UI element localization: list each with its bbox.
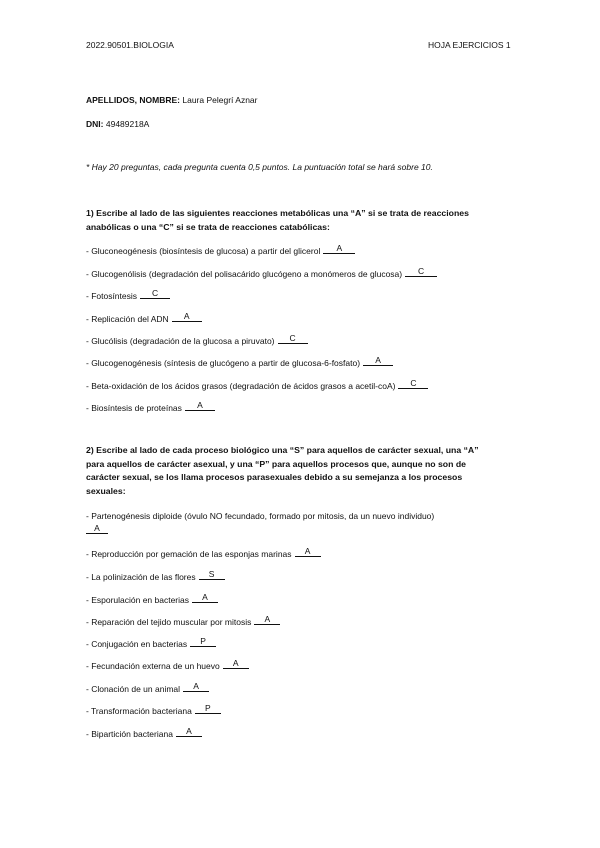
q2-item-1-answer: A <box>94 523 100 533</box>
q1-item-7-text: - Beta-oxidación de los ácidos grasos (degradación de ácidos grasos a acetil-coA) <box>86 381 396 391</box>
q2-item-8-answer-field[interactable] <box>183 682 209 692</box>
question-1-line-2: anabólicas o una “C” si se trata de reacciones catabólicas: <box>86 221 330 232</box>
q2-item-2-text: - Reproducción por gemación de las esponjas marinas <box>86 549 292 559</box>
q1-item-5-text: - Glucólisis (degradación de la glucosa a piruvato) <box>86 336 275 346</box>
q2-item-8-text: - Clonación de un animal <box>86 684 181 694</box>
q2-item-9-answer-field[interactable] <box>195 704 221 714</box>
q2-item-2-answer: A <box>304 546 311 556</box>
q1-item-8-answer: A <box>197 400 203 410</box>
q2-item-3-text: - La polinización de las flores <box>86 572 196 582</box>
header-course-code: 2022.90501.BIOLOGIA <box>86 40 174 50</box>
q1-item-2-answer-field[interactable] <box>405 267 437 277</box>
q2-item-9 <box>86 704 221 716</box>
q2-item-6-answer-field[interactable] <box>190 637 216 647</box>
q2-item-1-answer-field[interactable] <box>86 524 108 534</box>
q2-item-5 <box>86 615 280 627</box>
q2-item-4-answer-field[interactable] <box>192 593 218 603</box>
student-name-row <box>86 95 258 105</box>
q2-item-8 <box>86 682 209 694</box>
q2-item-10-text: - Bipartición bacteriana <box>86 729 173 739</box>
q2-item-6-text: - Conjugación en bacterias <box>86 639 188 649</box>
q1-item-3-text: - Fotosíntesis <box>86 291 138 301</box>
q2-item-3-answer: S <box>208 569 215 579</box>
q1-item-6 <box>86 356 393 368</box>
q2-item-1 <box>86 511 434 536</box>
q1-item-4-text: - Replicación del ADN <box>86 314 169 324</box>
q2-item-5-answer: A <box>264 614 271 624</box>
q2-item-10 <box>86 727 202 739</box>
question-2-line-4: sexuales: <box>86 485 126 496</box>
q2-item-6-answer: P <box>200 636 206 646</box>
question-1-number: 1) <box>86 208 94 218</box>
grading-note: * Hay 20 preguntas, cada pregunta cuenta 0,5 puntos. La puntuación total se hará sobre 10. <box>86 162 433 172</box>
q1-item-6-answer-field[interactable] <box>363 356 393 366</box>
q1-item-2-answer: C <box>418 266 425 276</box>
q1-item-7-answer: C <box>410 378 417 388</box>
q1-item-8-answer-field[interactable] <box>185 401 215 411</box>
q2-item-3 <box>86 570 225 582</box>
q2-item-7-text: - Fecundación externa de un huevo <box>86 661 220 671</box>
q2-item-9-text: - Transformación bacteriana <box>86 706 192 716</box>
q2-item-10-answer-field[interactable] <box>176 727 202 737</box>
q1-item-4-answer: A <box>183 311 190 321</box>
q1-item-6-answer: A <box>375 355 381 365</box>
header-sheet-title: HOJA EJERCICIOS 1 <box>428 40 511 50</box>
q1-item-1-text: - Gluconeogénesis (biosíntesis de glucosa) a partir del glicerol <box>86 246 321 256</box>
question-2-line-3: carácter sexual, se los llama procesos parasexuales debido a su semejanza a los procesos <box>86 472 463 482</box>
q2-item-7-answer-field[interactable] <box>223 659 249 669</box>
q2-item-7-answer: A <box>232 658 239 668</box>
q2-item-2 <box>86 547 321 559</box>
question-2-number: 2) <box>86 445 94 455</box>
q1-item-2 <box>86 267 437 279</box>
q1-item-5-answer-field[interactable] <box>278 334 308 344</box>
q2-item-5-answer-field[interactable] <box>254 615 280 625</box>
name-label: APELLIDOS, NOMBRE: <box>86 95 180 105</box>
q2-item-4-answer: A <box>202 592 208 602</box>
name-value: Laura Pelegrí Aznar <box>182 95 258 105</box>
question-2-line-2: para aquellos de carácter asexual, y una “P” para aquellos procesos que, aunque no son de <box>86 458 466 469</box>
q2-item-7 <box>86 659 249 671</box>
q1-item-4 <box>86 312 202 324</box>
q1-item-4-answer-field[interactable] <box>172 312 202 322</box>
q1-item-2-text: - Glucogenólisis (degradación del polisacárido glucógeno a monómeros de glucosa) <box>86 269 403 279</box>
q1-item-7-answer-field[interactable] <box>398 379 428 389</box>
question-2-line-1: Escribe al lado de cada proceso biológico una “S” para aquellos de carácter sexual, una “A” <box>96 445 479 455</box>
dni-value: 49489218A <box>105 119 150 129</box>
q1-item-5-answer: C <box>289 333 296 343</box>
q1-item-6-text: - Glucogenogénesis (síntesis de glucógeno a partir de glucosa-6-fosfato) <box>86 358 361 368</box>
q2-item-10-answer: A <box>186 726 192 736</box>
q1-item-1-answer: A <box>336 243 343 253</box>
q1-item-3-answer-field[interactable] <box>140 289 170 299</box>
dni-label: DNI: <box>86 119 104 129</box>
q2-item-5-text: - Reparación del tejido muscular por mitosis <box>86 617 252 627</box>
q1-item-1-answer-field[interactable] <box>323 244 355 254</box>
q2-item-4 <box>86 593 218 605</box>
student-dni-row <box>86 119 149 129</box>
q2-item-4-text: - Esporulación en bacterias <box>86 595 190 605</box>
q1-item-5 <box>86 334 308 346</box>
q2-item-6 <box>86 637 216 649</box>
q1-item-8 <box>86 401 215 413</box>
q2-item-8-answer: A <box>193 681 199 691</box>
question-1-line-1: Escribe al lado de las siguientes reacciones metabólicas una “A” si se trata de reacciones <box>96 208 469 218</box>
q2-item-3-answer-field[interactable] <box>199 570 225 580</box>
q1-item-3-answer: C <box>151 288 159 298</box>
q2-item-9-answer: P <box>204 703 211 713</box>
q1-item-8-text: - Biosíntesis de proteínas <box>86 403 182 413</box>
q1-item-1 <box>86 244 355 256</box>
q1-item-3 <box>86 289 170 301</box>
question-2-prompt <box>86 444 479 498</box>
q2-item-1-text: - Partenogénesis diploide (óvulo NO fecundado, formado por mitosis, da un nuevo individuo) <box>86 511 435 521</box>
q2-item-2-answer-field[interactable] <box>295 547 321 557</box>
question-1-prompt <box>86 207 469 234</box>
q1-item-7 <box>86 379 428 391</box>
